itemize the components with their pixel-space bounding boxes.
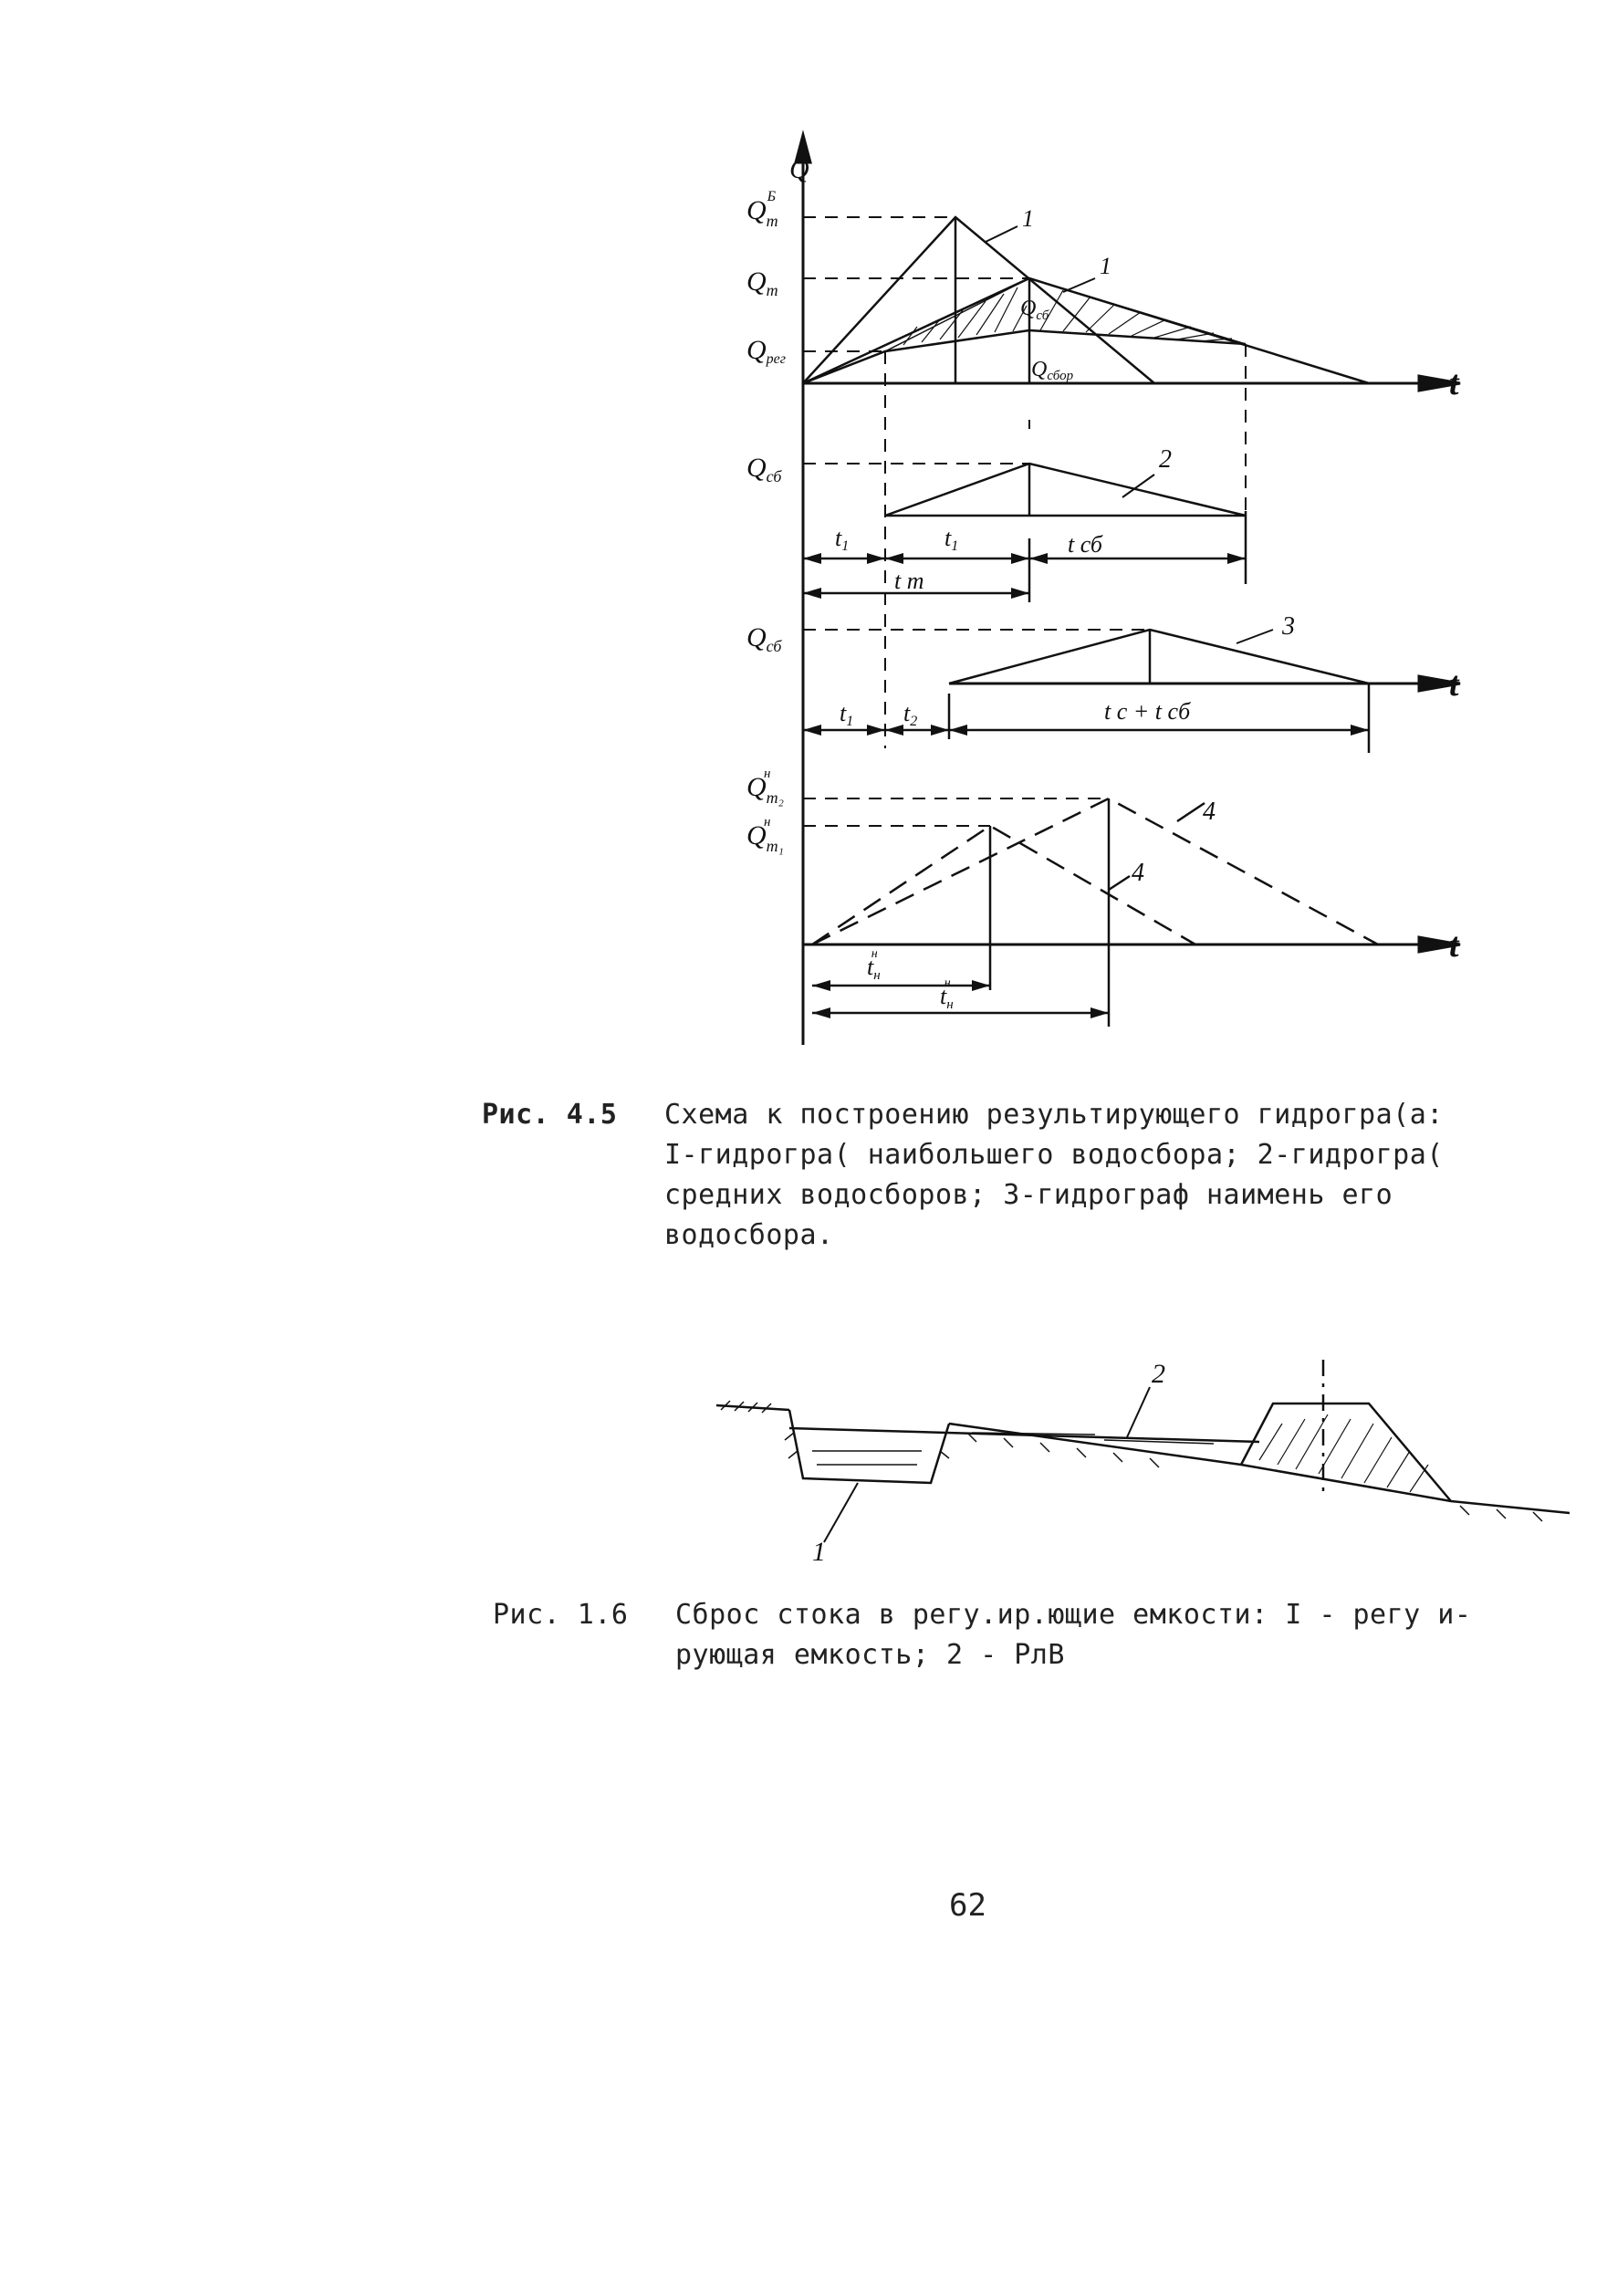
label-fig-1-6-2: 2: [1152, 1359, 1165, 1389]
label-q-sb: Q: [746, 453, 767, 483]
svg-text:Qрег: Qрег: [746, 335, 787, 367]
svg-text:tнн: tнн: [940, 976, 954, 1012]
caption-1-6-label: Рис. 1.6: [493, 1599, 629, 1631]
label-t1: t: [835, 525, 842, 551]
caption-1-6-line-1: Сброс стока в регу.ир.ющие емкости: I - регу и-: [675, 1599, 1472, 1631]
label-t-n2: t: [940, 983, 947, 1009]
label-q-m: Q: [746, 266, 767, 297]
svg-text:Qсб: $Q_{сб}$: [746, 453, 782, 485]
svg-text:Qсб: $Q_{сб}$: [1020, 297, 1049, 323]
label-number-4b: 4: [1132, 859, 1144, 887]
label-number-4a: 4: [1203, 798, 1216, 826]
label-number-2: 2: [1159, 445, 1172, 474]
label-q-m1: Q: [746, 820, 767, 851]
svg-text:QmБ: $Q_mБ$: [746, 189, 778, 230]
label-t-n1: t: [867, 954, 874, 980]
svg-text:t2: t2: [903, 700, 918, 729]
label-q-sb-inner: Q: [1020, 297, 1037, 320]
label-q-axis: Q: [789, 154, 809, 184]
label-t-c-plus-t-sb: t c + t cб: [1104, 698, 1191, 725]
svg-text:Qm: $Q_m$: [746, 266, 778, 299]
reservoir-pit: [789, 1410, 949, 1483]
label-t1-prime: t: [944, 525, 952, 551]
caption-4-5-line-1: Схема к построению результирующего гидрогра(а:: [664, 1099, 1444, 1131]
svg-text:t1: t1: [835, 525, 850, 554]
label-t-axis-1: t: [1449, 364, 1459, 402]
svg-text:tнн: tнн: [867, 947, 881, 983]
label-q-cd: Q: [746, 622, 767, 652]
label-t3-2: t: [903, 700, 911, 726]
svg-text:t1: t1: [944, 525, 959, 554]
label-q-sbor: Q: [1031, 358, 1048, 381]
svg-text:Qсб: $Q_{сб}$: [746, 622, 782, 655]
label-fig-1-6-1: 1: [812, 1537, 826, 1567]
page-number: 62: [949, 1887, 986, 1924]
dam-body: [1241, 1404, 1451, 1501]
label-number-1b: 1: [1100, 253, 1111, 279]
svg-text:t1: t1: [840, 700, 854, 729]
caption-4-5-label: Рис. 4.5: [482, 1099, 618, 1131]
caption-4-5-line-2: I-гидрогра( наибольшего водосбора; 2-гидрогра(: [664, 1139, 1444, 1171]
label-q-m2: Q: [746, 772, 767, 802]
caption-4-5-line-3: средних водосборов; 3-гидрограф наимень его: [664, 1179, 1393, 1211]
label-q-reg: Q: [746, 335, 767, 365]
label-number-1a: 1: [1022, 205, 1034, 232]
figure-1-6-caption: [493, 1595, 1542, 1686]
caption-4-5-line-4: водосбора.: [664, 1219, 834, 1251]
label-t-sb: t сб: [1068, 531, 1102, 558]
caption-1-6-line-2: рующая емкость; 2 - РлВ: [675, 1639, 1065, 1671]
svg-text:Qm₁н: $Q_{m_1}н$: [746, 815, 784, 855]
water-surface: [789, 1428, 1259, 1442]
label-t3-1: t: [840, 700, 847, 726]
ground-slope: [949, 1424, 1570, 1513]
svg-text:Qсбор: Qсбор: [1031, 358, 1074, 383]
label-number-3: 3: [1282, 612, 1295, 641]
label-t-axis-3: t: [1449, 665, 1459, 704]
label-t-m: t m: [894, 568, 924, 594]
label-t-axis-4: t: [1449, 926, 1459, 965]
label-q-m-b: Q: [746, 195, 767, 225]
svg-text:Qm₂н: $Q_{m_2}н$: [746, 767, 784, 807]
